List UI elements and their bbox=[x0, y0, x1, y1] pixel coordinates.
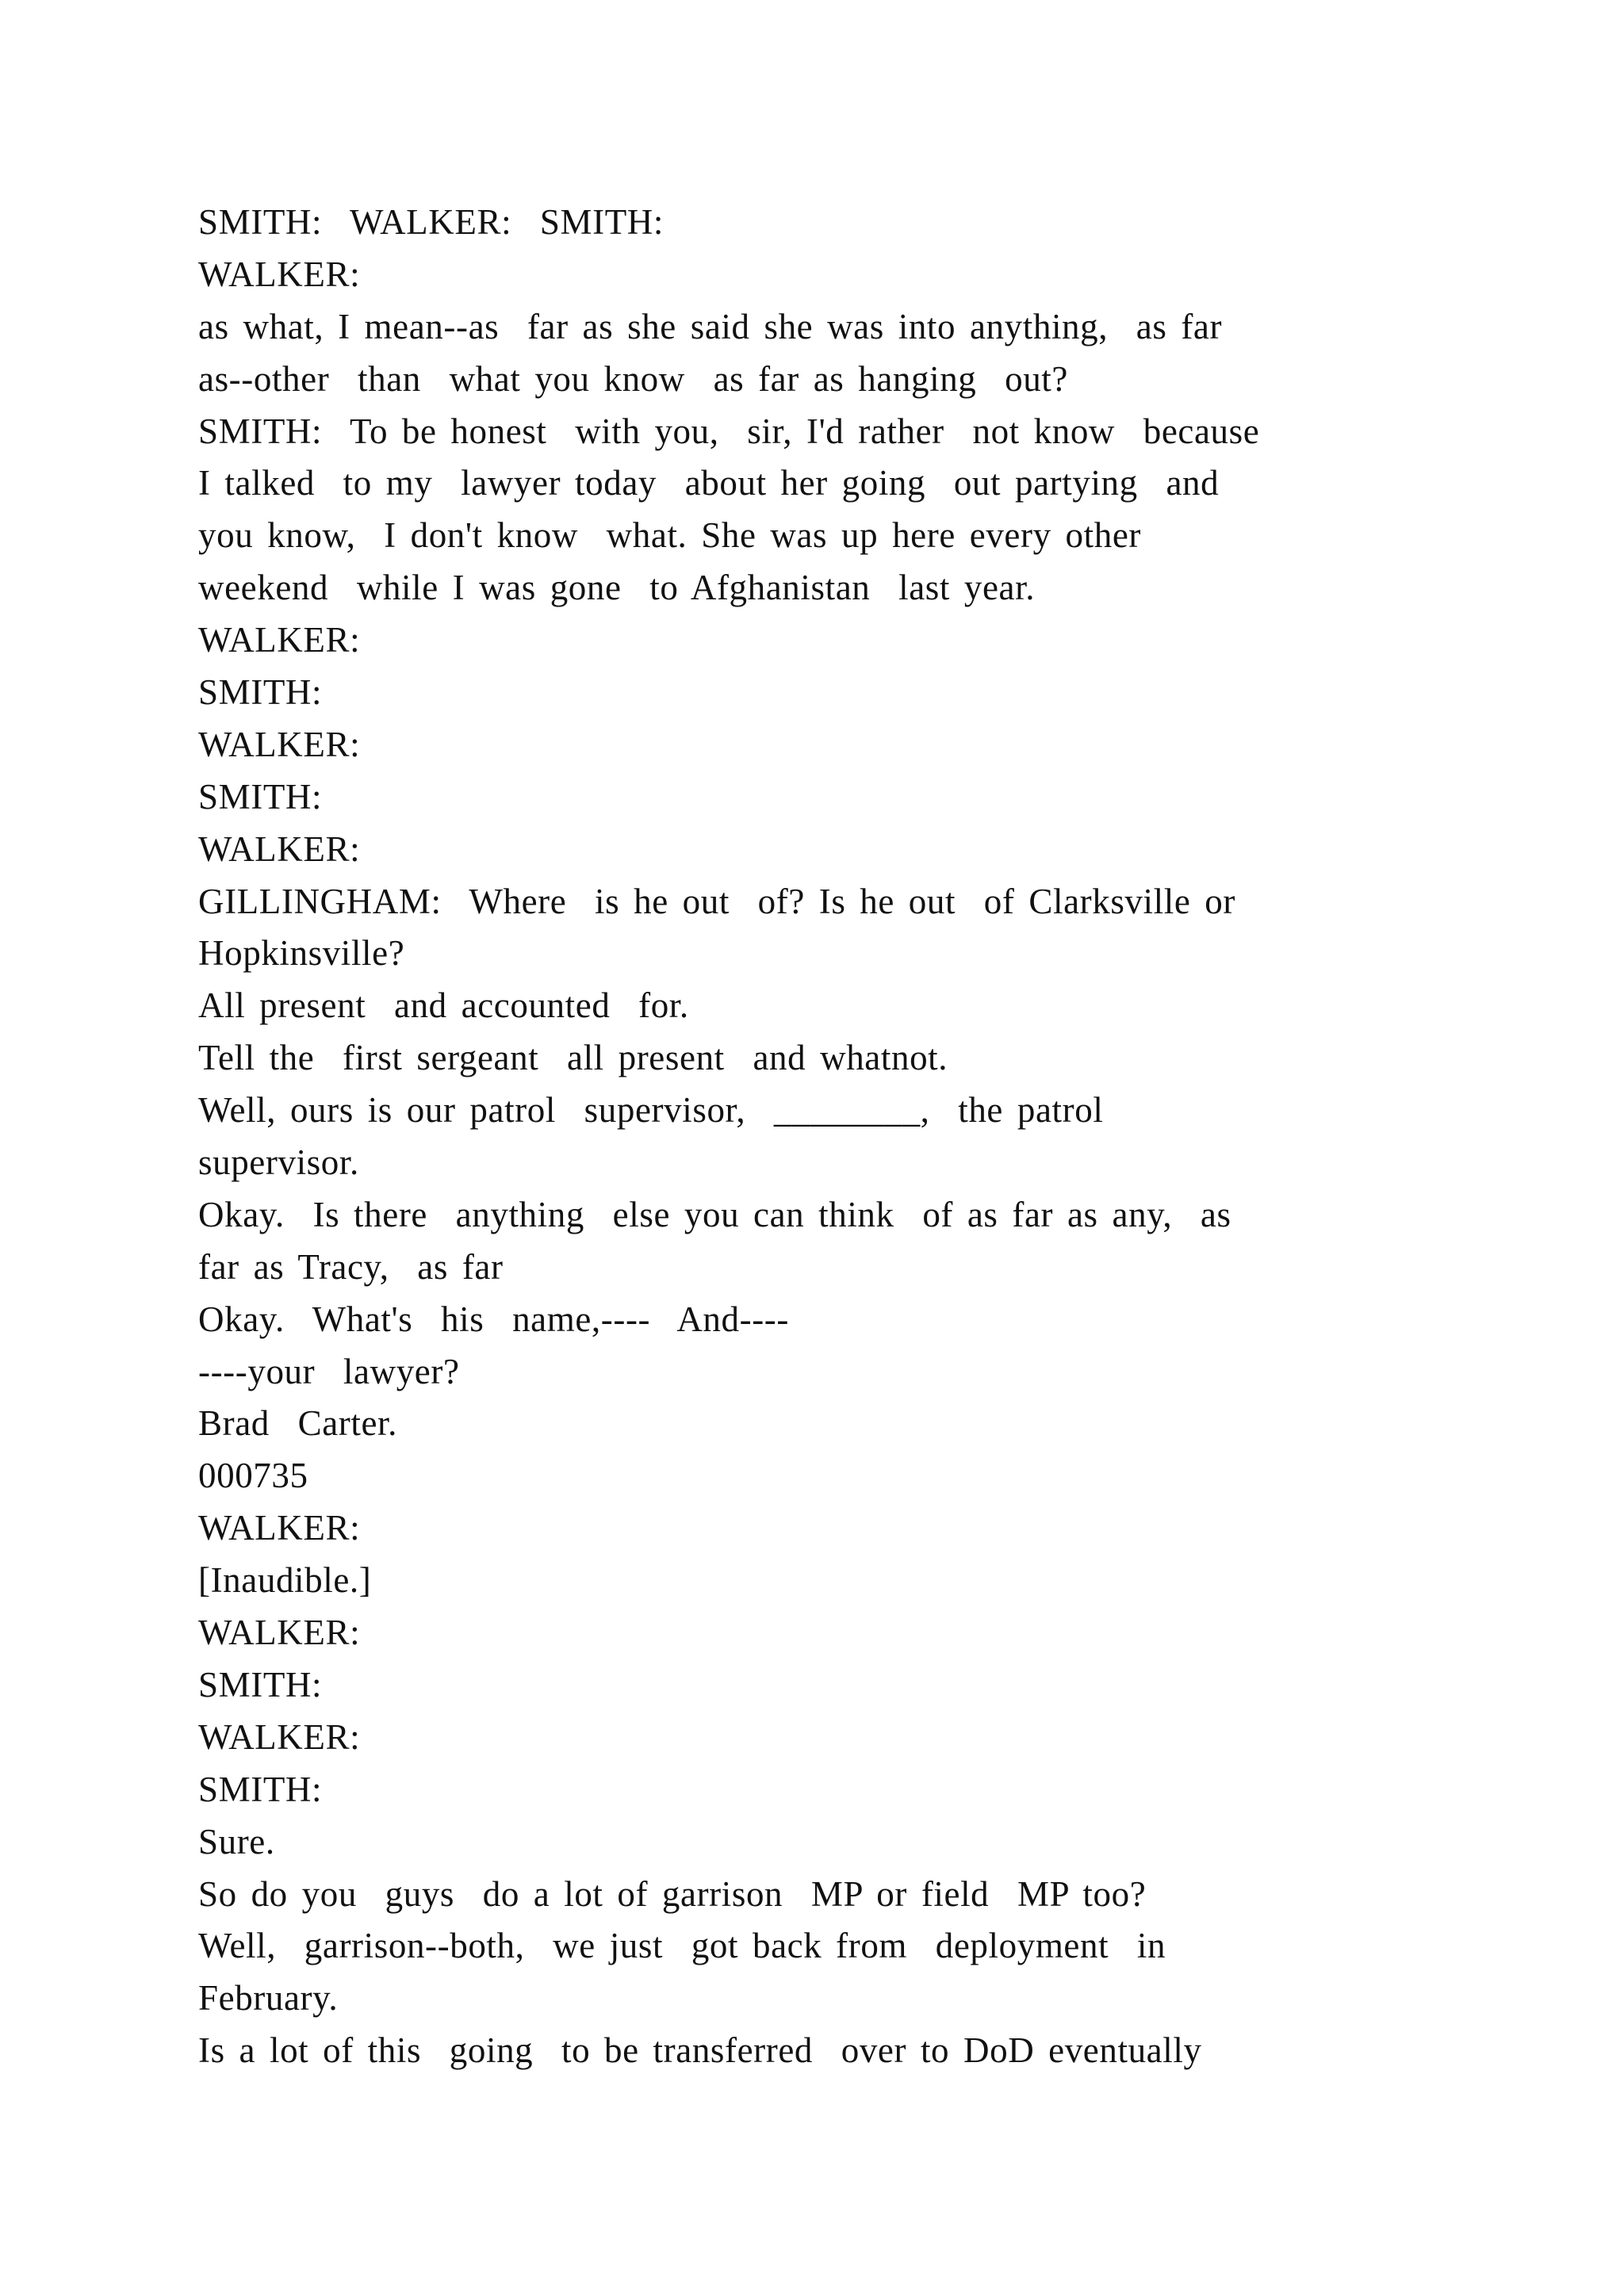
transcript-line: WALKER: bbox=[198, 254, 361, 294]
transcript-line: WALKER: bbox=[198, 724, 361, 764]
transcript-line: Brad Carter. bbox=[198, 1403, 397, 1444]
transcript-line: WALKER: bbox=[198, 620, 361, 660]
transcript-line: Sure. bbox=[198, 1821, 275, 1862]
transcript-line: GILLINGHAM: Where is he out of? Is he out of Clarksville or bbox=[198, 881, 1235, 921]
transcript-line: as what, I mean--as far as she said she was into anything, as far bbox=[198, 306, 1223, 346]
transcript-line: Well, garrison--both, we just got back from deployment in bbox=[198, 1926, 1166, 1966]
transcript-line: WALKER: bbox=[198, 1508, 361, 1548]
transcript-line: WALKER: bbox=[198, 1613, 361, 1653]
transcript-line: Okay. What's his name,---- And---- bbox=[198, 1299, 789, 1339]
transcript-line: ----your lawyer? bbox=[198, 1351, 460, 1391]
transcript-line: SMITH: To be honest with you, sir, I'd rather not know because bbox=[198, 411, 1260, 451]
transcript-line: Well, ours is our patrol supervisor, ________, the patrol bbox=[198, 1090, 1104, 1131]
transcript-line: Tell the first sergeant all present and whatnot. bbox=[198, 1038, 948, 1078]
transcript-line: as--other than what you know as far as hanging out? bbox=[198, 358, 1068, 399]
transcript-line: you know, I don't know what. She was up here every other bbox=[198, 515, 1141, 556]
transcript-line: supervisor. bbox=[198, 1142, 359, 1183]
transcript-line: SMITH: bbox=[198, 1769, 323, 1809]
transcript-line: Is a lot of this going to be transferred over to DoD eventually bbox=[198, 2030, 1202, 2071]
transcript-line: WALKER: bbox=[198, 1716, 361, 1757]
transcript-line: So do you guys do a lot of garrison MP or field MP too? bbox=[198, 1873, 1147, 1914]
transcript-line: Okay. Is there anything else you can think of as far as any, as bbox=[198, 1194, 1231, 1234]
transcript-line: WALKER: bbox=[198, 828, 361, 869]
transcript-line: SMITH: bbox=[198, 776, 323, 817]
transcript-line: SMITH: bbox=[198, 1664, 323, 1705]
transcript-line: February. bbox=[198, 1978, 339, 2019]
transcript-line: weekend while I was gone to Afghanistan last year. bbox=[198, 568, 1036, 608]
bates-number: 000735 bbox=[198, 1456, 308, 1496]
transcript-line: I talked to my lawyer today about her going out partying and bbox=[198, 463, 1220, 503]
transcript-page bbox=[198, 197, 1435, 2077]
transcript-line: SMITH: WALKER: SMITH: bbox=[198, 202, 664, 242]
transcript-line: [Inaudible.] bbox=[198, 1560, 372, 1601]
transcript-line: All present and accounted for. bbox=[198, 985, 689, 1026]
transcript-line: far as Tracy, as far bbox=[198, 1246, 504, 1287]
transcript-line: SMITH: bbox=[198, 672, 323, 713]
transcript-line: Hopkinsville? bbox=[198, 933, 405, 974]
